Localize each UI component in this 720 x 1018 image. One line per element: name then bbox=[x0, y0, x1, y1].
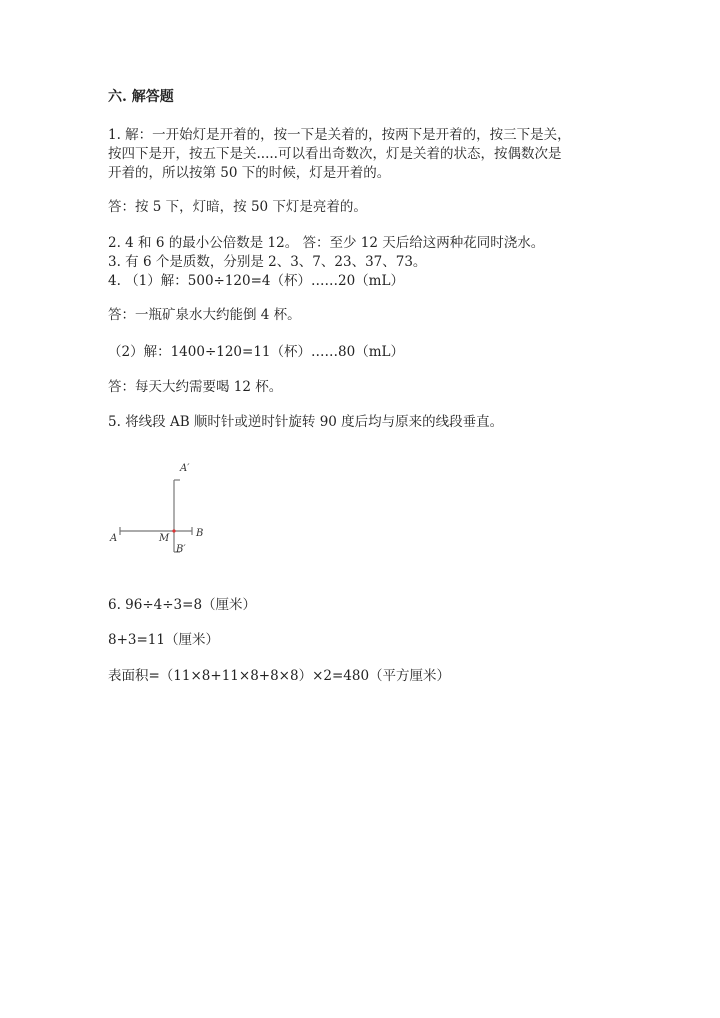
label-b-prime: B′ bbox=[176, 544, 186, 555]
q4-part2: （2）解：1400÷120=11（杯）……80（mL） bbox=[108, 344, 404, 360]
q1-line-2: 按四下是开，按五下是关.....可以看出奇数次，灯是关着的状态，按偶数次是 bbox=[108, 146, 562, 162]
q4-part1: 4. （1）解：500÷120=4（杯）……20（mL） bbox=[108, 273, 404, 289]
label-m: M bbox=[159, 533, 170, 544]
q1-answer: 答：按 5 下，灯暗，按 50 下灯是亮着的。 bbox=[108, 199, 367, 215]
q6-line-1: 6. 96÷4÷3=8（厘米） bbox=[108, 597, 257, 613]
q1-line-1: 1. 解：一开始灯是开着的，按一下是关着的，按两下是开着的，按三下是关， bbox=[108, 127, 571, 143]
q1-line-3: 开着的，所以按第 50 下的时候，灯是开着的。 bbox=[108, 165, 391, 181]
rotation-figure-lines bbox=[104, 456, 214, 560]
point-m bbox=[172, 529, 175, 532]
q5-text: 5. 将线段 AB 顺时针或逆时针旋转 90 度后均与原来的线段垂直。 bbox=[108, 414, 504, 430]
q2-text: 2. 4 和 6 的最小公倍数是 12。 答：至少 12 天后给这两种花同时浇水。 bbox=[108, 235, 545, 251]
label-a-prime: A′ bbox=[180, 463, 190, 474]
q6-line-2: 8+3=11（厘米） bbox=[108, 632, 219, 648]
label-a: A bbox=[110, 533, 118, 544]
label-b: B bbox=[196, 528, 204, 539]
rotation-figure bbox=[104, 456, 214, 560]
q6-line-3: 表面积=（11×8+11×8+8×8）×2=480（平方厘米） bbox=[108, 668, 451, 684]
q3-text: 3. 有 6 个是质数，分别是 2、3、7、23、37、73。 bbox=[108, 254, 427, 270]
section-title: 六. 解答题 bbox=[108, 89, 174, 105]
q4-answer2: 答：每天大约需要喝 12 杯。 bbox=[108, 379, 283, 395]
q4-answer1: 答：一瓶矿泉水大约能倒 4 杯。 bbox=[108, 307, 301, 323]
